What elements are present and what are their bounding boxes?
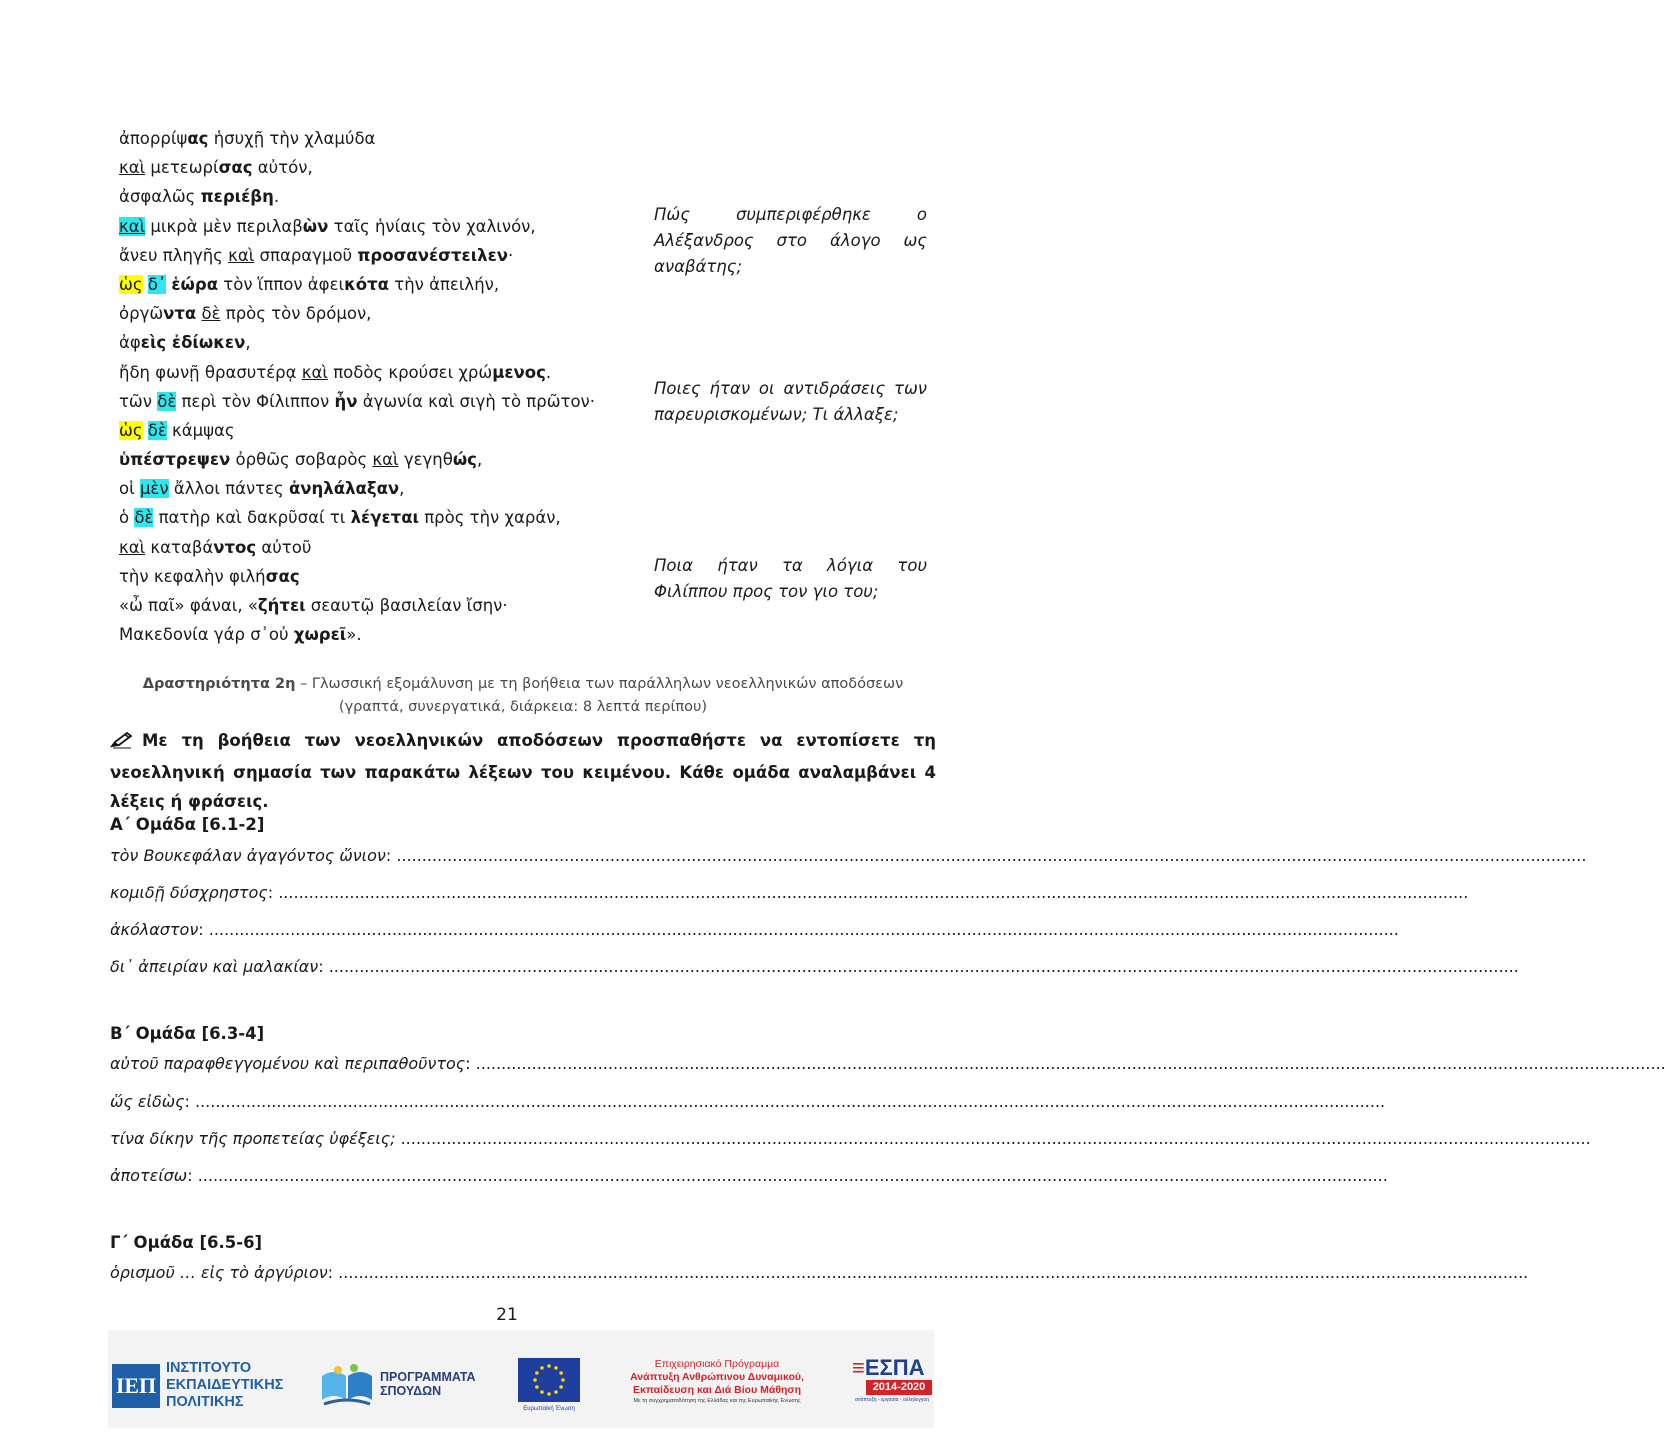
text-line: τὴν κεφαλὴν φιλήσας <box>119 566 300 586</box>
group-a-item: δι᾽ ἀπειρίαν καὶ μαλακίαν: .......................................................................................................................................................................................................................................... <box>110 957 1519 976</box>
group-b-item: τίνα δίκην τῆς προπετείας ὑφέξεις; .......................................................................................................................................................................................................................................... <box>110 1129 1591 1148</box>
text-line: ἤδη φωνῇ θρασυτέρᾳ καὶ ποδὸς κρούσει χρώμενος. <box>119 362 552 382</box>
text-line: ὑπέστρεψεν ὀρθῶς σοβαρὸς καὶ γεγηθώς, <box>119 450 483 470</box>
eu-flag-icon <box>518 1358 580 1402</box>
text-line: καὶ μετεωρίσας αὐτόν, <box>119 158 313 178</box>
programs-line-1: ΠΡΟΓΡΑΜΜΑΤΑ <box>380 1370 476 1384</box>
activity-header <box>110 673 936 719</box>
text-line: ἀπορρίψας ἡσυχῇ τὴν χλαμύδα <box>119 129 376 148</box>
operational-programme-logo <box>602 1358 832 1414</box>
programs-logo <box>318 1362 493 1410</box>
espa-logo: ≡ΕΣΠΑ 2014-2020 ανάπτυξη - εργασία - αλληλεγγύη <box>852 1356 932 1416</box>
eu-logo <box>518 1358 580 1418</box>
espa-tagline: ανάπτυξη - εργασία - αλληλεγγύη <box>855 1397 929 1403</box>
iep-logo <box>112 1360 302 1412</box>
iep-line-3: ΠΟΛΙΤΙΚΗΣ <box>166 1394 244 1410</box>
iep-line-1: ΙΝΣΤΙΤΟΥΤΟ <box>166 1360 252 1376</box>
activity-details: (γραπτά, συνεργατικά, διάρκεια: 8 λεπτά περίπου) <box>338 699 708 715</box>
text-line: τῶν δὲ περὶ τὸν Φίλιππον ἦν ἀγωνία καὶ σιγὴ τὸ πρῶτον· <box>119 391 596 411</box>
espa-title: ΕΣΠΑ <box>864 1355 925 1380</box>
text-line: ἀφεὶς ἐδίωκεν, <box>119 333 251 353</box>
text-line: ὀργῶντα δὲ πρὸς τὸν δρόμον, <box>119 304 372 324</box>
text-line: ὡς δὲ κάμψας <box>119 420 235 440</box>
book-icon <box>318 1362 376 1408</box>
op-line-4: Με τη συγχρηματοδότηση της Ελλάδας και της Ευρωπαϊκής Ένωσης <box>633 1398 801 1404</box>
op-line-2: Ανάπτυξη Ανθρώπινου Δυναμικού, <box>630 1371 804 1383</box>
instruction-text: Με τη βοήθεια των νεοελληνικών αποδόσεων προσπαθήστε να εντοπίσετε τη νεοελληνική σημασία των παρακάτω λέξεων του κειμένου. Κάθε ομάδα αναλαμβάνει 4 λέξεις ή φράσεις. <box>110 731 936 811</box>
question-3: Ποια ήταν τα λόγια του Φιλίππου προς τον γιο του; <box>654 556 927 601</box>
group-a-title: Α΄ Ομάδα [6.1-2] <box>110 815 265 834</box>
text-line: καὶ καταβάντος αὐτοῦ <box>119 537 312 557</box>
text-line: ὡς δ᾽ ἑώρα τὸν ἵππον ἀφεικότα τὴν ἀπειλήν, <box>119 274 500 294</box>
group-a-item: κομιδῇ δύσχρηστος: .......................................................................................................................................................................................................................................... <box>110 883 1469 902</box>
question-1: Πώς συμπεριφέρθηκε ο Αλέξανδρος στο άλογο ως αναβάτης; <box>654 205 927 276</box>
activity-title: Δραστηριότητα 2η <box>142 676 296 692</box>
group-b-item: αὐτοῦ παραφθεγγομένου καὶ περιπαθοῦντος: .......................................................................................................................................................................................................................................... <box>110 1054 1666 1073</box>
ancient-text <box>119 124 639 649</box>
instruction <box>110 726 936 816</box>
espa-years: 2014-2020 <box>866 1380 932 1395</box>
group-b-item: ὥς εἰδὼς: .......................................................................................................................................................................................................................................... <box>110 1092 1386 1111</box>
question-2: Ποιες ήταν οι αντιδράσεις των παρευρισκομένων; Τι άλλαξε; <box>654 379 927 424</box>
op-line-3: Εκπαίδευση και Διά Βίου Μάθηση <box>632 1384 802 1396</box>
iep-mark: ΙΕΠ <box>112 1364 160 1408</box>
pencil-icon <box>110 729 134 758</box>
programs-line-2: ΣΠΟΥΔΩΝ <box>380 1384 442 1398</box>
text-line: καὶ μικρὰ μὲν περιλαβὼν ταῖς ἡνίαις τὸν χαλινόν, <box>119 216 536 236</box>
text-line: ὁ δὲ πατὴρ καὶ δακρῦσαί τι λέγεται πρὸς τὴν χαράν, <box>119 508 561 528</box>
eu-caption: Ευρωπαϊκή Ένωση <box>523 1406 575 1412</box>
group-c-title: Γ΄ Ομάδα [6.5-6] <box>110 1233 263 1252</box>
op-line-1: Επιχειρησιακό Πρόγραμμα <box>654 1358 780 1370</box>
text-line: «ὦ παῖ» φάναι, «ζήτει σεαυτῷ βασιλείαν ἴσην· <box>119 596 508 615</box>
text-line: ἀσφαλῶς περιέβη. <box>119 187 280 207</box>
page-number: 21 <box>496 1305 518 1325</box>
text-line: ἄνευ πληγῆς καὶ σπαραγμοῦ προσανέστειλεν· <box>119 245 514 265</box>
activity-description: – Γλωσσική εξομάλυνση με τη βοήθεια των παράλληλων νεοελληνικών αποδόσεων <box>295 676 904 692</box>
group-c-item: ὁρισμοῦ … εἰς τὸ ἀργύριον: .......................................................................................................................................................................................................................................... <box>110 1263 1529 1282</box>
iep-line-2: ΕΚΠΑΙΔΕΥΤΙΚΗΣ <box>166 1377 284 1393</box>
text-line: Μακεδονία γάρ σ᾽οὐ χωρεῖ». <box>119 625 362 645</box>
group-a-item: ἀκόλαστον: .......................................................................................................................................................................................................................................... <box>110 920 1399 939</box>
text-line: οἱ μὲν ἄλλοι πάντες ἀνηλάλαξαν, <box>119 479 405 499</box>
group-b-item: ἀποτείσω: .......................................................................................................................................................................................................................................... <box>110 1166 1388 1185</box>
group-b-title: Β΄ Ομάδα [6.3-4] <box>110 1024 265 1043</box>
group-a-item: τὸν Βουκεφάλαν ἀγαγόντος ὤνιον: .......................................................................................................................................................................................................................................... <box>110 846 1587 865</box>
footer-logos <box>108 1330 934 1428</box>
